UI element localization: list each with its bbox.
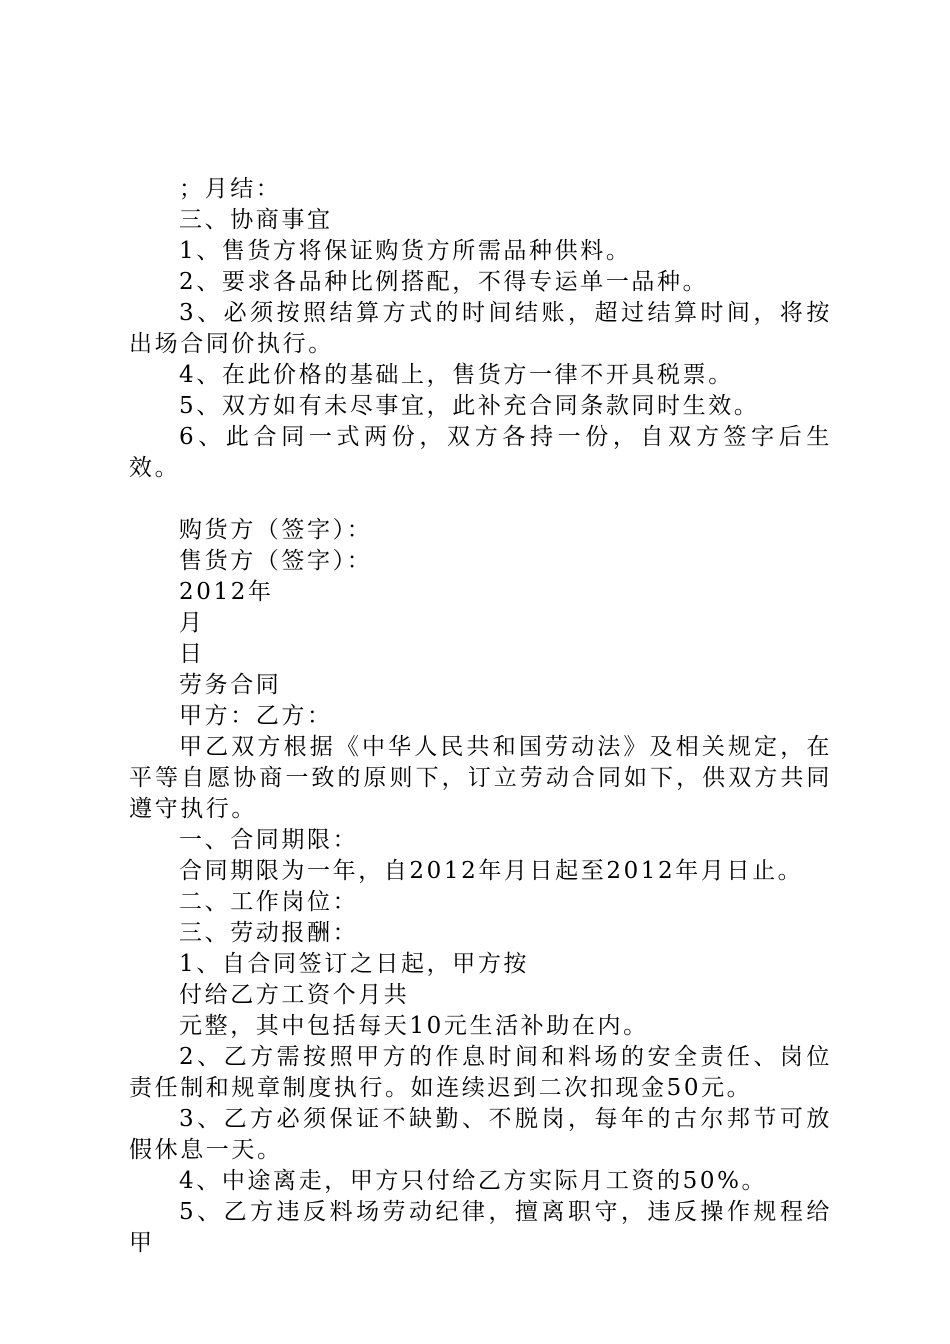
paragraph-monthly-settlement: ；月结： — [179, 176, 282, 202]
section-heading-negotiation: 三、协商事宜 — [179, 207, 333, 233]
term-paragraph: 合同期限为一年，自2012年月日起至2012年月日止。 — [179, 858, 804, 884]
blank-line — [129, 484, 832, 515]
document-title-labor-contract: 劳务合同 — [179, 672, 282, 698]
date-day: 日 — [179, 641, 205, 667]
remuneration-clause-2: 2、乙方需按照甲方的作息时间和料场的安全责任、岗位责任制和规章制度执行。如连续迟到二次扣现金50元。 — [129, 1044, 832, 1101]
clause-2-ratio: 2、要求各品种比例搭配，不得专运单一品种。 — [179, 269, 709, 295]
remuneration-clause-3: 3、乙方必须保证不缺勤、不脱岗，每年的古尔邦节可放假休息一天。 — [129, 1106, 832, 1163]
remuneration-clause-1-end: 元整，其中包括每天10元生活补助在内。 — [179, 1013, 649, 1039]
document-body — [129, 174, 832, 1259]
clause-1-supply: 1、售货方将保证购货方所需品种供料。 — [179, 238, 632, 264]
parties-line: 甲方：乙方： — [179, 703, 333, 729]
preamble-paragraph: 甲乙双方根据《中华人民共和国劳动法》及相关规定，在平等自愿协商一致的原则下，订立劳动合同如下，供双方共同遵守执行。 — [129, 734, 832, 822]
buyer-signature-line: 购货方（签字）： — [179, 517, 373, 543]
section-heading-remuneration: 三、劳动报酬： — [179, 920, 359, 946]
clause-5-supplement: 5、双方如有未尽事宜，此补充合同条款同时生效。 — [179, 393, 760, 419]
remuneration-clause-1-cont: 付给乙方工资个月共 — [179, 982, 410, 1008]
date-month: 月 — [179, 610, 205, 636]
date-year: 2012年 — [179, 579, 274, 605]
seller-signature-line: 售货方（签字）： — [179, 548, 373, 574]
clause-6-copies: 6、此合同一式两份，双方各持一份，自双方签字后生效。 — [129, 424, 832, 481]
remuneration-clause-4: 4、中途离走，甲方只付给乙方实际月工资的50%。 — [179, 1168, 768, 1194]
clause-3-settlement: 3、必须按照结算方式的时间结账，超过结算时间，将按出场合同价执行。 — [129, 300, 832, 357]
remuneration-clause-1: 1、自合同签订之日起，甲方按 — [179, 951, 530, 977]
section-heading-position: 二、工作岗位： — [179, 889, 359, 915]
remuneration-clause-5: 5、乙方违反料场劳动纪律，擅离职守，违反操作规程给甲 — [129, 1199, 832, 1256]
clause-4-tax-invoice: 4、在此价格的基础上，售货方一律不开具税票。 — [179, 362, 734, 388]
section-heading-term: 一、合同期限： — [179, 827, 359, 853]
